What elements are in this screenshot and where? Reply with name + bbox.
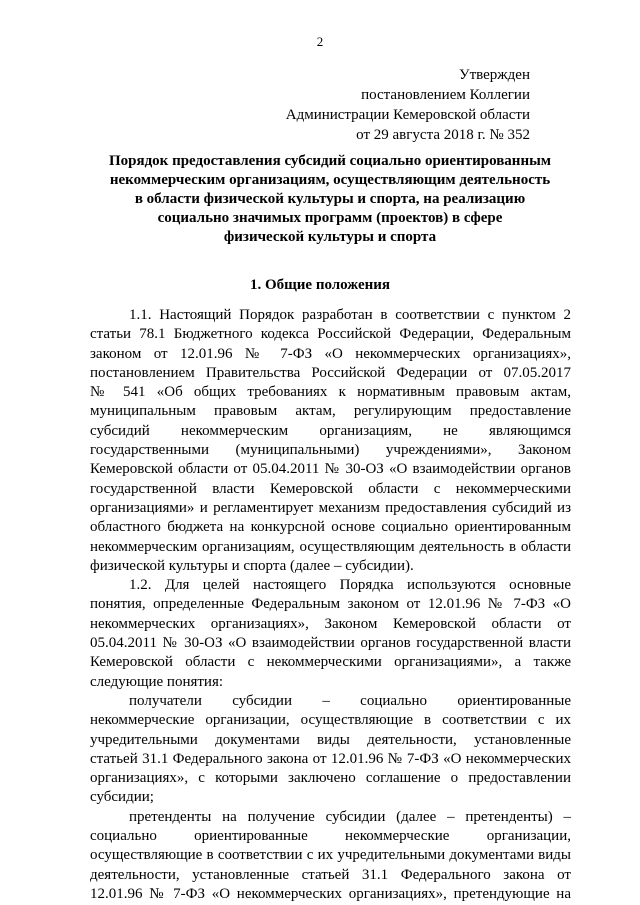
text-line: № 541 «Об общих требованиях к нормативным правовым актам, (90, 384, 571, 401)
text-line: организациями» и регламентирует механизм предоставления субсидий из (90, 499, 571, 516)
document-title (90, 152, 570, 247)
paragraph-1-2 (90, 576, 571, 692)
text-line: законом от 12.01.96 № 7-ФЗ «О некоммерческих организациях», (90, 345, 571, 362)
document-body (90, 306, 571, 904)
approval-line: Администрации Кемеровской области (285, 107, 530, 123)
approval-line: Утвержден (458, 67, 530, 83)
approval-line: от 29 августа 2018 г. № 352 (356, 127, 530, 143)
title-line: некоммерческим организациям, осуществляющим деятельность (109, 172, 551, 188)
text-line: государственными (муниципальными) учреждениями», Законом (90, 442, 571, 459)
text-line: 1.1. Настоящий Порядок разработан в соответствии с пунктом 2 (129, 307, 571, 323)
text-line: 1.2. Для целей настоящего Порядка используются основные (129, 577, 571, 594)
text-line: организациях», с которыми заключено соглашение о предоставлении (90, 770, 571, 787)
approval-block (286, 65, 530, 145)
text-line: 12.01.96 № 7-ФЗ «О некоммерческих организациях», претендующие на (90, 885, 571, 902)
text-line: Кемеровской области с некоммерческими организациями», а также (90, 654, 571, 671)
text-line: государственной власти Кемеровской области с некоммерческими (90, 480, 571, 497)
text-line: понятия, определенные Федеральным законом от 12.01.96 № 7-ФЗ «О (90, 596, 571, 613)
text-line: субсидий некоммерческим организациям, не являющимся (90, 422, 571, 439)
title-line: социально значимых программ (проектов) в сфере (157, 210, 503, 226)
section-heading: 1. Общие положения (249, 277, 391, 293)
text-line: учредительными документами виды деятельности, установленные (90, 731, 571, 748)
definition-recipients (90, 692, 571, 808)
definition-applicants (90, 808, 571, 904)
text-line: статьи 78.1 Бюджетного кодекса Российской Федерации, Федеральным (90, 326, 571, 343)
page-number: 2 (316, 34, 324, 49)
text-line: получатели субсидии – социально ориентированные (129, 692, 571, 709)
text-line: некоммерческим организациям, осуществляющим деятельность в области (90, 538, 571, 555)
text-line: муниципальным правовым актам, регулирующим предоставление (90, 403, 571, 420)
text-line: претенденты на получение субсидии (далее – претенденты) – (129, 808, 571, 825)
text-line: 05.04.2011 № 30-ОЗ «О взаимодействии органов государственной власти (90, 635, 571, 652)
text-line: постановлением Правительства Российской Федерации от 07.05.2017 (90, 364, 571, 381)
text-line: физической культуры и спорта (далее – субсидии). (90, 557, 414, 574)
title-line: в области физической культуры и спорта, на реализацию (134, 191, 526, 207)
text-line: статьей 31.1 Федерального закона от 12.01.96 № 7-ФЗ «О некоммерческих (90, 750, 571, 767)
text-line: субсидии; (90, 789, 154, 806)
text-line: осуществляющие в соответствии с их учредительными документами виды (90, 847, 571, 864)
text-line: некоммерческих организациях», Законом Кемеровской области от (90, 615, 571, 632)
text-line: Кемеровской области от 05.04.2011 № 30-ОЗ «О взаимодействии органов (90, 461, 571, 478)
title-line: физической культуры и спорта (223, 229, 437, 245)
text-line: некоммерческие организации, осуществляющие в соответствии с их (90, 712, 571, 729)
text-line: следующие понятия: (90, 673, 224, 690)
title-line: Порядок предоставления субсидий социально ориентированным (108, 153, 552, 169)
text-line: деятельности, установленные статьей 31.1 Федерального закона от (90, 866, 571, 883)
approval-line: постановлением Коллегии (361, 87, 530, 103)
text-line: социально ориентированные некоммерческие организации, (90, 828, 571, 845)
text-line: областного бюджета на конкурсной основе социально ориентированным (90, 519, 571, 536)
paragraph-1-1 (90, 306, 571, 576)
